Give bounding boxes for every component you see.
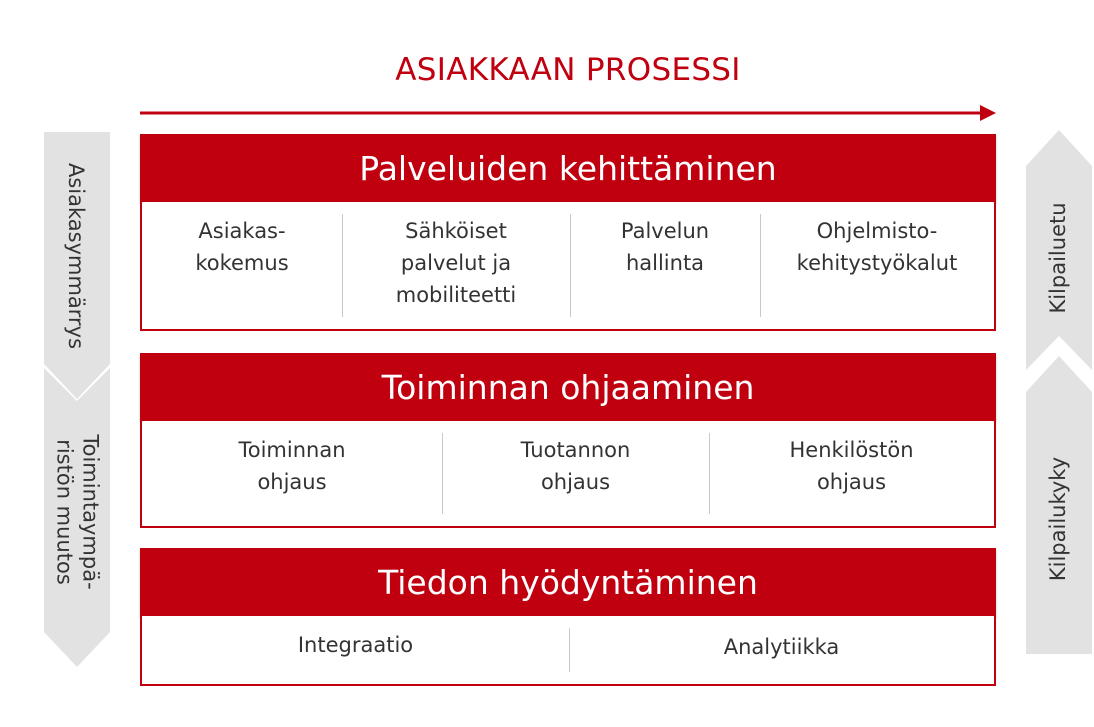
- left-label-toimintaymparisto: Toimintaympä- ristön muutos: [53, 434, 103, 590]
- section-body: [140, 421, 996, 528]
- item-integraatio: Integraatio: [297, 633, 414, 657]
- right-label-kilpailuetu: Kilpailuetu: [1046, 202, 1071, 314]
- process-arrow-icon: [140, 102, 1000, 124]
- section-tiedon-hyodyntaminen: [140, 548, 996, 686]
- section-toiminnan-ohjaaminen: [140, 353, 996, 528]
- section-header: Tiedon hyödyntäminen: [140, 548, 996, 616]
- section-header: Toiminnan ohjaaminen: [140, 353, 996, 421]
- left-label-asiakasymmarrys: Asiakasymmärrys: [63, 162, 88, 350]
- item-henkiloston-ohjaus: Henkilöstön ohjaus: [709, 421, 994, 526]
- item-asiakaskokemus: Asiakas- kokemus: [195, 219, 289, 275]
- section-palveluiden-kehittaminen: [140, 134, 996, 331]
- item-toiminnan-ohjaus: Toiminnan ohjaus: [238, 438, 346, 494]
- item-palvelun-hallinta: Palvelun hallinta: [570, 202, 760, 329]
- process-title: ASIAKKAAN PROSESSI: [395, 52, 741, 88]
- item-tuotannon-ohjaus: Tuotannon ohjaus: [442, 421, 709, 526]
- item-sahkoiset-palvelut: Sähköiset palvelut ja mobiliteetti: [342, 202, 570, 329]
- section-body: [140, 202, 996, 331]
- item-analytiikka: Analytiikka: [569, 616, 994, 684]
- item-ohjelmistokehitystyokalut: Ohjelmisto- kehitystyökalut: [760, 202, 994, 329]
- section-header: Palveluiden kehittäminen: [140, 134, 996, 202]
- section-body: [140, 616, 996, 686]
- right-label-kilpailukyky: Kilpailukyky: [1046, 456, 1071, 582]
